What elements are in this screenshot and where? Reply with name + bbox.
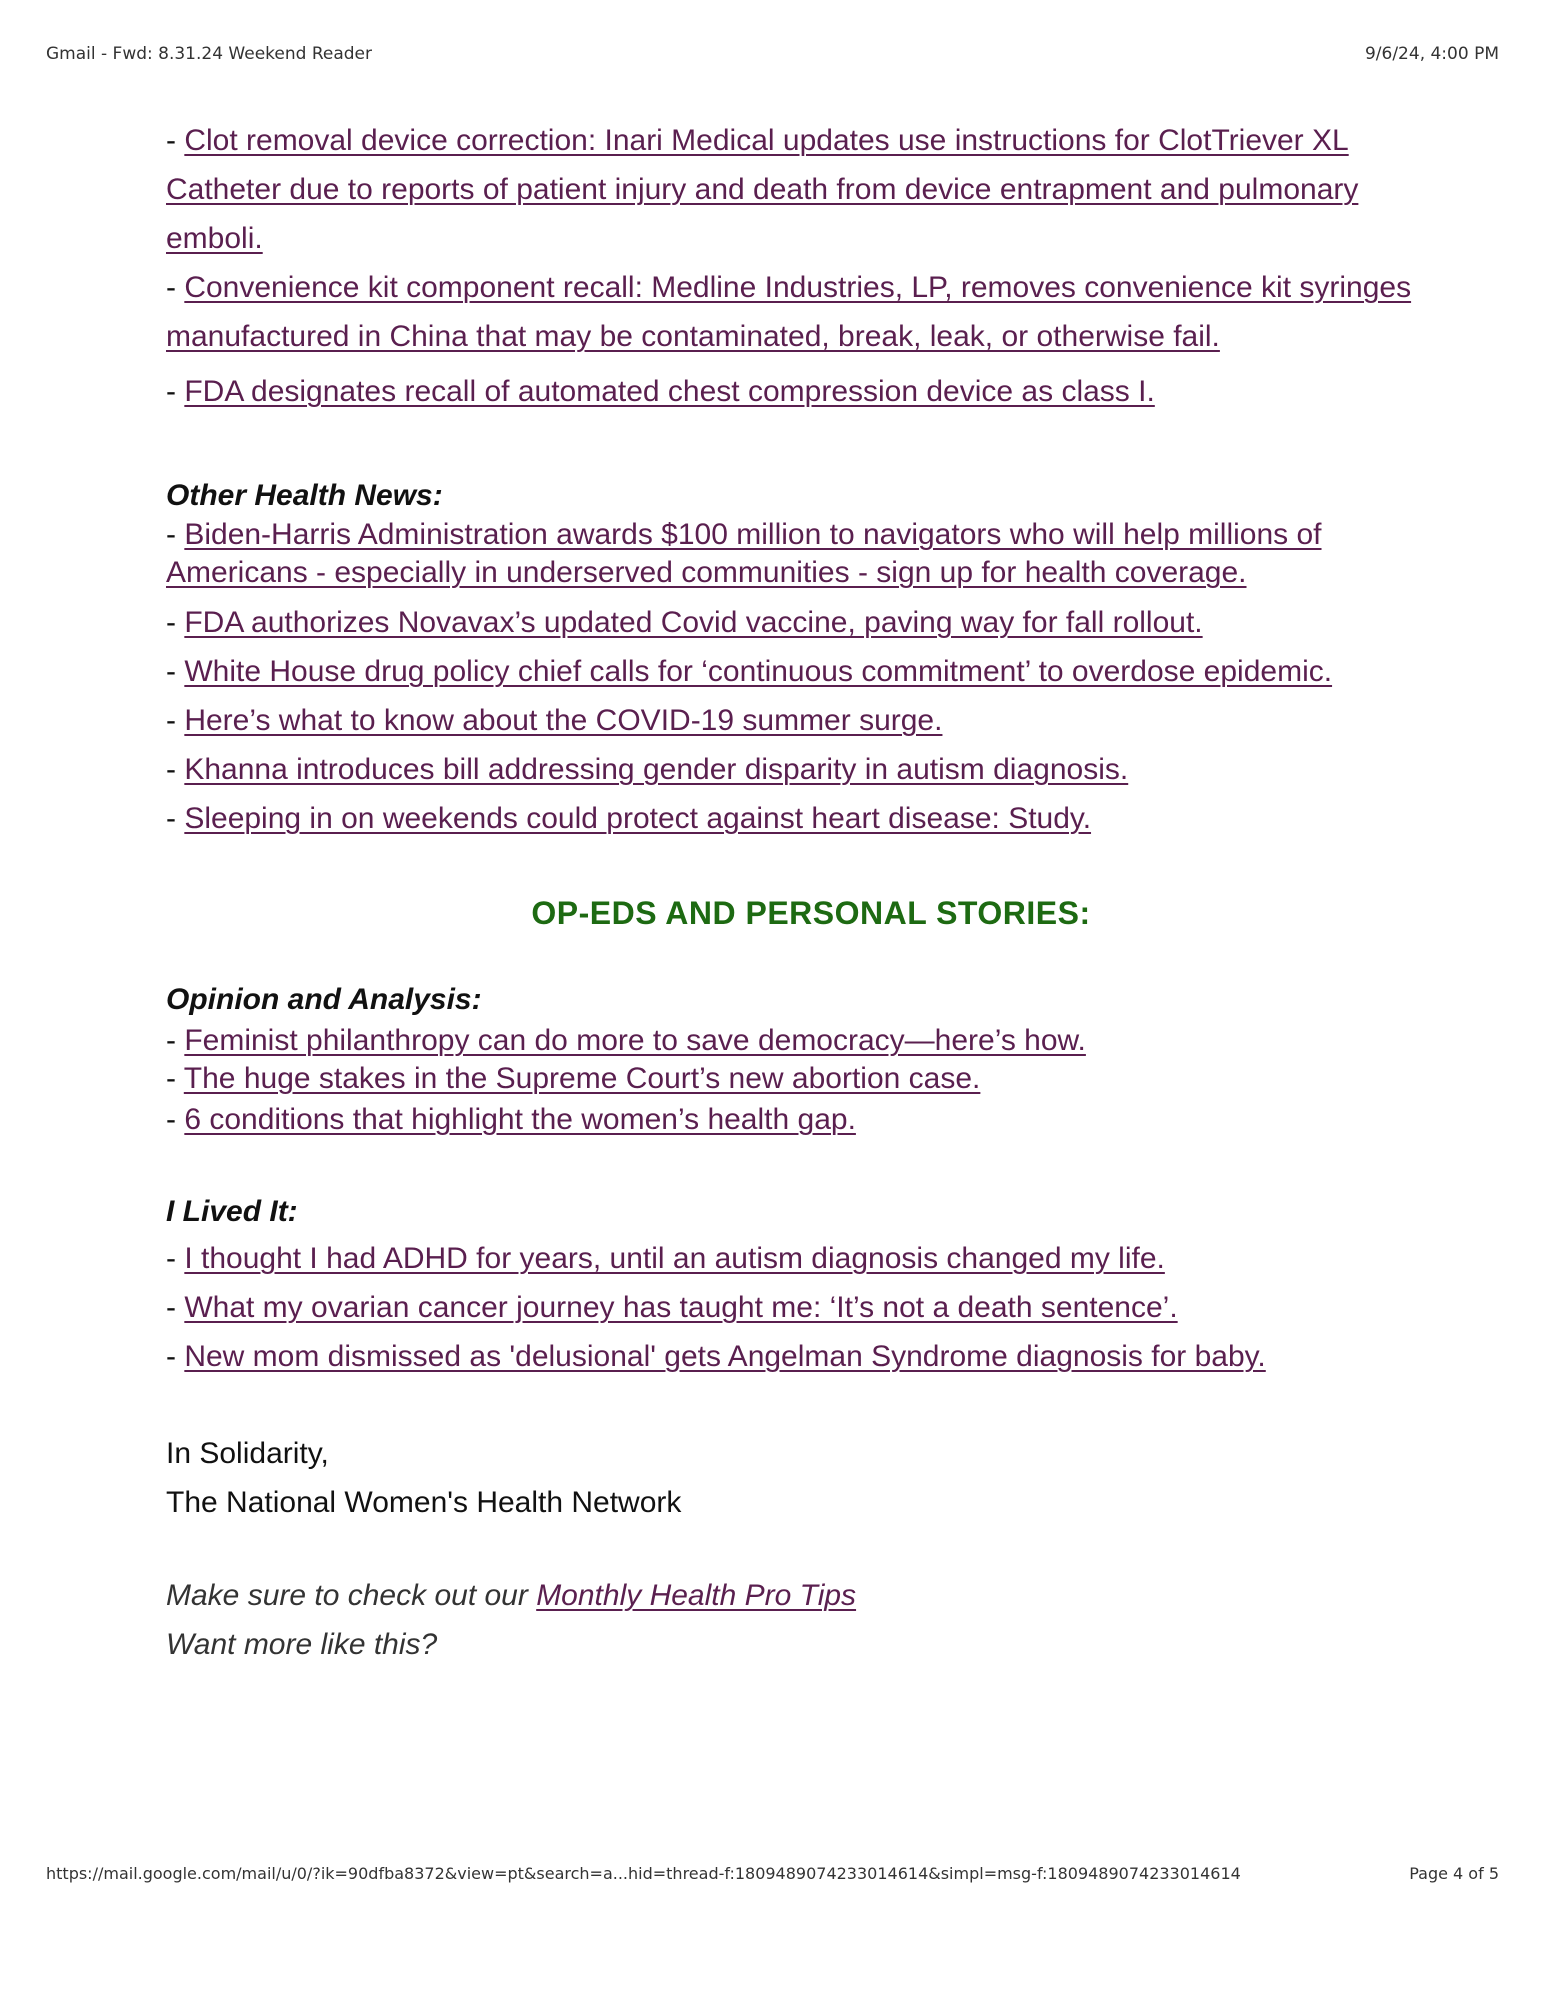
lived-link-angelman[interactable]: New mom dismissed as 'delusional' gets Angelman Syndrome diagnosis for baby. [184, 1340, 1266, 1373]
list-item: - The huge stakes in the Supreme Court’s new abortion case. [166, 1062, 981, 1095]
page-url: https://mail.google.com/mail/u/0/?ik=90dfba8372&view=pt&search=a...hid=thread-f:1809489074233014614&simpl=msg-f:1809489074233014614 [46, 1864, 1241, 1883]
recall-link-convenience-kit[interactable]: Convenience kit component recall: Medline Industries, LP, removes convenience kit syringes manufactured in China that may be contaminated, break, leak, or otherwise fail. [166, 271, 1412, 353]
list-item: - New mom dismissed as 'delusional' gets Angelman Syndrome diagnosis for baby. [166, 1340, 1266, 1373]
news-link-autism-bill[interactable]: Khanna introduces bill addressing gender disparity in autism diagnosis. [184, 753, 1129, 786]
lived-link-adhd-autism[interactable]: I thought I had ADHD for years, until an autism diagnosis changed my life. [184, 1242, 1165, 1275]
recalls-list [166, 116, 1456, 416]
print-datetime: 9/6/24, 4:00 PM [1364, 44, 1499, 64]
list-item: - Sleeping in on weekends could protect against heart disease: Study. [166, 802, 1092, 835]
op-eds-section-title: OP-EDS AND PERSONAL STORIES: [531, 895, 1091, 931]
email-subject-title: Gmail - Fwd: 8.31.24 Weekend Reader [46, 44, 372, 64]
signoff-greeting: In Solidarity, [166, 1437, 329, 1470]
lived-link-ovarian-cancer[interactable]: What my ovarian cancer journey has taught me: ‘It’s not a death sentence’. [184, 1291, 1178, 1324]
list-item: - Khanna introduces bill addressing gender disparity in autism diagnosis. [166, 753, 1129, 786]
news-link-covid-surge[interactable]: Here’s what to know about the COVID-19 summer surge. [184, 704, 943, 737]
closing-line-1 [166, 1571, 1456, 1620]
opinion-heading: Opinion and Analysis: [166, 983, 482, 1016]
news-link-novavax[interactable]: FDA authorizes Novavax’s updated Covid vaccine, paving way for fall rollout. [184, 606, 1203, 639]
opinion-link-health-gap[interactable]: 6 conditions that highlight the women’s health gap. [184, 1103, 856, 1136]
other-health-news-heading: Other Health News: [166, 479, 443, 512]
news-link-sleeping-weekends[interactable]: Sleeping in on weekends could protect against heart disease: Study. [184, 802, 1092, 835]
opinion-link-supreme-court[interactable]: The huge stakes in the Supreme Court’s new abortion case. [183, 1062, 981, 1095]
other-health-news-section [166, 476, 1456, 843]
lived-it-heading: I Lived It: [166, 1195, 298, 1228]
closing-prefix: Make sure to check out our [166, 1579, 537, 1612]
list-item: - Convenience kit component recall: Medline Industries, LP, removes convenience kit syringes manufactured in China that may be contaminated, break, leak, or otherwise fail. [166, 271, 1412, 353]
lived-it-section [166, 1190, 1456, 1381]
list-item: - Clot removal device correction: Inari Medical updates use instructions for ClotTriever XL Catheter due to reports of patient injury and death from device entrapment and pulmonary emboli. [166, 124, 1359, 255]
recall-link-chest-compression[interactable]: FDA designates recall of automated chest compression device as class I. [184, 375, 1155, 408]
list-item: - Biden-Harris Administration awards $100 million to navigators who will help millions of Americans - especially in underserved communities - sign up for health coverage. [166, 518, 1322, 589]
list-item: - White House drug policy chief calls for ‘continuous commitment’ to overdose epidemic. [166, 655, 1333, 688]
signoff [166, 1429, 1456, 1527]
opinion-section [166, 978, 1456, 1142]
list-item: - What my ovarian cancer journey has taught me: ‘It’s not a death sentence’. [166, 1291, 1178, 1324]
news-link-drug-policy[interactable]: White House drug policy chief calls for ‘continuous commitment’ to overdose epidemic. [184, 655, 1333, 688]
news-link-navigators[interactable]: Biden-Harris Administration awards $100 million to navigators who will help millions of Americans - especially in underserved communities - sign up for health coverage. [166, 518, 1322, 589]
closing-line-2: Want more like this? [166, 1628, 438, 1661]
list-item: - Here’s what to know about the COVID-19 summer surge. [166, 704, 943, 737]
print-header [46, 44, 1499, 64]
list-item: - I thought I had ADHD for years, until an autism diagnosis changed my life. [166, 1242, 1165, 1275]
list-item: - FDA authorizes Novavax’s updated Covid vaccine, paving way for fall rollout. [166, 606, 1203, 639]
monthly-health-pro-tips-link[interactable]: Monthly Health Pro Tips [536, 1579, 857, 1612]
recall-link-clot-removal[interactable]: Clot removal device correction: Inari Medical updates use instructions for ClotTriever XL Catheter due to reports of patient injury and death from device entrapment and pulmonary emboli. [166, 124, 1359, 255]
email-body [166, 116, 1456, 1669]
list-item: - FDA designates recall of automated chest compression device as class I. [166, 375, 1155, 408]
list-item: - Feminist philanthropy can do more to save democracy—here’s how. [166, 1024, 1086, 1057]
page-number: Page 4 of 5 [1409, 1864, 1499, 1883]
opinion-link-feminist-philanthropy[interactable]: Feminist philanthropy can do more to save democracy—here’s how. [184, 1024, 1086, 1057]
closing-note [166, 1571, 1456, 1669]
print-footer [46, 1864, 1499, 1884]
signoff-organization: The National Women's Health Network [166, 1486, 682, 1519]
list-item: - 6 conditions that highlight the women’s health gap. [166, 1103, 856, 1136]
